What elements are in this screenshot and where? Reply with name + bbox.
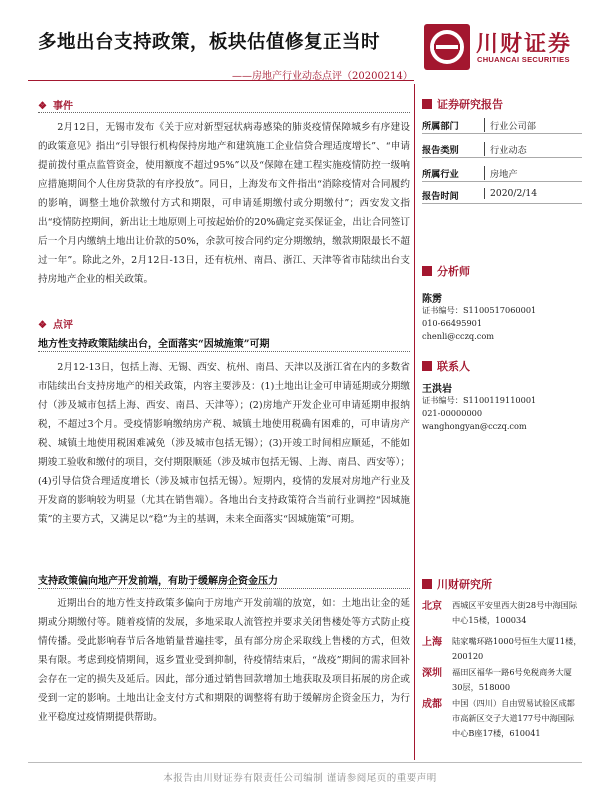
company-logo bbox=[424, 24, 594, 74]
column-divider bbox=[414, 84, 415, 760]
title-divider bbox=[28, 80, 414, 81]
office-city-beijing: 北京 bbox=[422, 601, 442, 612]
info-row-industry: 所属行业 房地产 bbox=[422, 164, 582, 184]
point2-divider bbox=[38, 588, 410, 589]
square-bullet-icon bbox=[422, 266, 432, 276]
footer-disclaimer: 本报告由川财证券有限责任公司编制 谨请参阅尾页的重要声明 bbox=[163, 773, 437, 784]
analyst-cert: 证书编号：S1100517060001 bbox=[422, 305, 537, 315]
events-paragraph: 2月12日，无锡市发布《关于应对新型冠状病毒感染的肺炎疫情保障城乡有序建设的政策意见》指出“引导银行机构保持房地产和建筑施工企业信贷合理适度增长”、“申请提前拨付重点监管资金，使用额度不超过95%”以及“保障在建工程实施疫情防控一级响应措施期间个人住房贷款的有序投放”。同日，上海发布文件指出“消除疫情对合同履约的影响，调整土地价款缴付方式和期限，可申请延期缴付或分期缴付”；西安发文指出“疫情防控期间，新出让土地原则上可按起始价的20%确定竞买保证金，出让合同签订后一个月内缴纳土地出让价款的50%，余款可按合同约定分期缴纳，缴款期限最长不超过一年”。除此之外，2月12日-13日，还有杭州、南昌、浙江、天津等省市陆续出台支持房地产企业的相关政策。 bbox=[38, 122, 410, 285]
logo-cn-text: 川财证券 bbox=[476, 32, 573, 57]
office-addr-chengdu: 中国（四川）自由贸易试验区成都市高新区交子大道177号中海国际中心B座17楼，610041 bbox=[452, 698, 575, 738]
diamond-bullet-icon: ❖ bbox=[38, 101, 47, 112]
info-row-category: 报告类别 行业动态 bbox=[422, 140, 582, 160]
analyst-name: 陈雳 bbox=[422, 294, 442, 305]
square-bullet-icon bbox=[422, 579, 432, 589]
info-row-department: 所属部门 行业公司部 bbox=[422, 116, 582, 136]
contact-heading: 联系人 bbox=[422, 358, 470, 374]
logo-en-text: CHUANCAI SECURITIES bbox=[477, 55, 570, 64]
logo-mark-icon bbox=[424, 24, 470, 70]
info-row-date: 报告时间 2020/2/14 bbox=[422, 186, 582, 206]
office-city-shenzhen: 深圳 bbox=[422, 668, 442, 679]
footer-divider bbox=[28, 762, 582, 763]
office-city-shanghai: 上海 bbox=[422, 637, 442, 648]
point2-paragraph: 近期出台的地方性支持政策多偏向于房地产开发前端的放宽，如：土地出让金的延期或分期缴付等。随着疫情的发展，多地采取人流管控并要求关闭售楼处等方式防止疫情传播。受此影响春节后各地销量普遍挂零，虽有部分房企采取线上售楼的方式，但效果有限。考虑到疫情期间，返乡置业受到抑制，待疫情结束后，“战疫”期间的需求回补会存在一定的损失及延后。因此，部分通过销售回款增加土地获取及项目拓展的房企或受到一定的影响。土地出让金支付方式和期限的调整将有助于缓解房企资金压力，为行业平稳度过疫情期提供帮助。 bbox=[38, 598, 410, 723]
institute-heading: 川财研究所 bbox=[422, 576, 492, 592]
analyst-heading: 分析师 bbox=[422, 263, 470, 279]
point1-divider bbox=[38, 351, 410, 352]
comments-heading: ❖ 点评 bbox=[38, 320, 73, 331]
square-bullet-icon bbox=[422, 99, 432, 109]
office-addr-beijing: 西城区平安里西大街28号中海国际中心15楼，100034 bbox=[452, 600, 578, 625]
report-title: 多地出台支持政策，板块估值修复正当时 bbox=[38, 32, 381, 53]
diamond-bullet-icon: ❖ bbox=[38, 320, 47, 331]
report-info-heading: 证券研究报告 bbox=[422, 96, 503, 112]
analyst-email: chenli@cczq.com bbox=[422, 331, 495, 341]
contact-email: wanghongyan@cczq.com bbox=[422, 421, 527, 431]
contact-cert: 证书编号：S1100119110001 bbox=[422, 395, 537, 405]
office-addr-shenzhen: 福田区福华一路6号免税商务大厦30层，518000 bbox=[452, 667, 572, 692]
point1-title: 地方性支持政策陆续出台，全面落实“因城施策”可期 bbox=[38, 339, 270, 350]
office-addr-shanghai: 陆家嘴环路1000号恒生大厦11楼，200120 bbox=[452, 636, 582, 661]
office-city-chengdu: 成都 bbox=[422, 699, 442, 710]
analyst-phone: 010-66495901 bbox=[422, 318, 483, 328]
square-bullet-icon bbox=[422, 361, 432, 371]
report-subtitle: ——房地产行业动态点评（20200214） bbox=[232, 71, 413, 82]
contact-phone: 021-00000000 bbox=[422, 408, 483, 418]
events-divider bbox=[38, 112, 410, 113]
point1-paragraph: 2月12-13日，包括上海、无锡、西安、杭州、南昌、天津以及浙江省在内的多数省市陆续出台支持房地产的相关政策，内容主要涉及：(1)土地出让金可申请延期或分期缴付（涉及城市包括上海、西安、南昌、天津等）；(2)房地产开发企业可申请延期申报纳税，不超过3个月。受疫情影响缴纳房产税、城镇土地使用税确有困难的，可申请房产税、城镇土地使用税困难减免（涉及城市包括无锡）；(3)开竣工时间相应顺延，不能如期竣工验收和缴付的项目，交付期限顺延（涉及城市包括无锡、上海、南昌、西安等）；(4)引导信贷合理适度增长（涉及城市包括无锡）。短期内，疫情的发展对房地产行业及开发商的影响较为明显（尤其在销售端）。各地出台支持政策符合当前行业调控“因城施策”的主要方式，又满足以“稳”为主的基调，未来全面落实“因城施策”可期。 bbox=[38, 362, 410, 525]
contact-name: 王洪岩 bbox=[422, 384, 452, 395]
events-heading: ❖ 事件 bbox=[38, 101, 73, 112]
point2-title: 支持政策偏向地产开发前端，有助于缓解房企资金压力 bbox=[38, 576, 278, 587]
